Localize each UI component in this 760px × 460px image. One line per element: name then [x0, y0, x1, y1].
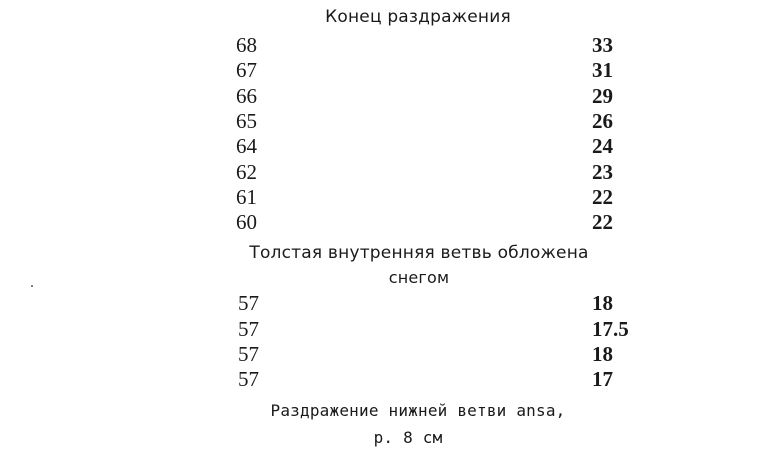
table-cell-left: 67	[236, 58, 257, 82]
table-cell-right: 24	[592, 134, 613, 158]
table-cell-left: 65	[236, 109, 257, 133]
table-cell-right: 31	[592, 58, 613, 82]
footer-caption-line-2: p. 8 см	[373, 428, 443, 447]
table-cell-left: 66	[236, 84, 257, 108]
table-cell-right: 18	[592, 291, 613, 315]
table-cell-left: 60	[236, 210, 257, 234]
table-cell-left: 57	[238, 342, 259, 366]
table-cell-left: 57	[238, 317, 259, 341]
stray-mark	[31, 285, 33, 287]
table-cell-left: 62	[236, 160, 257, 184]
table-cell-right: 23	[592, 160, 613, 184]
table-cell-left: 57	[238, 367, 259, 391]
table-cell-right: 17.5	[592, 317, 629, 341]
table-cell-right: 33	[592, 33, 613, 57]
footer-caption-line-1: Раздражение нижней ветви ansa,	[270, 401, 566, 420]
table-cell-left: 68	[236, 33, 257, 57]
table-cell-left: 57	[238, 291, 259, 315]
table-cell-right: 26	[592, 109, 613, 133]
table-cell-left: 61	[236, 185, 257, 209]
table-cell-right: 29	[592, 84, 613, 108]
table-cell-right: 22	[592, 185, 613, 209]
table-cell-right: 22	[592, 210, 613, 234]
table-cell-right: 18	[592, 342, 613, 366]
section-heading-end-of-stimulation: Конец раздражения	[325, 7, 511, 27]
table-cell-right: 17	[592, 367, 613, 391]
table-cell-left: 64	[236, 134, 257, 158]
section-heading-snow: снегом	[388, 268, 450, 287]
section-heading-thick-branch: Толстая внутренняя ветвь обложена	[249, 243, 589, 263]
